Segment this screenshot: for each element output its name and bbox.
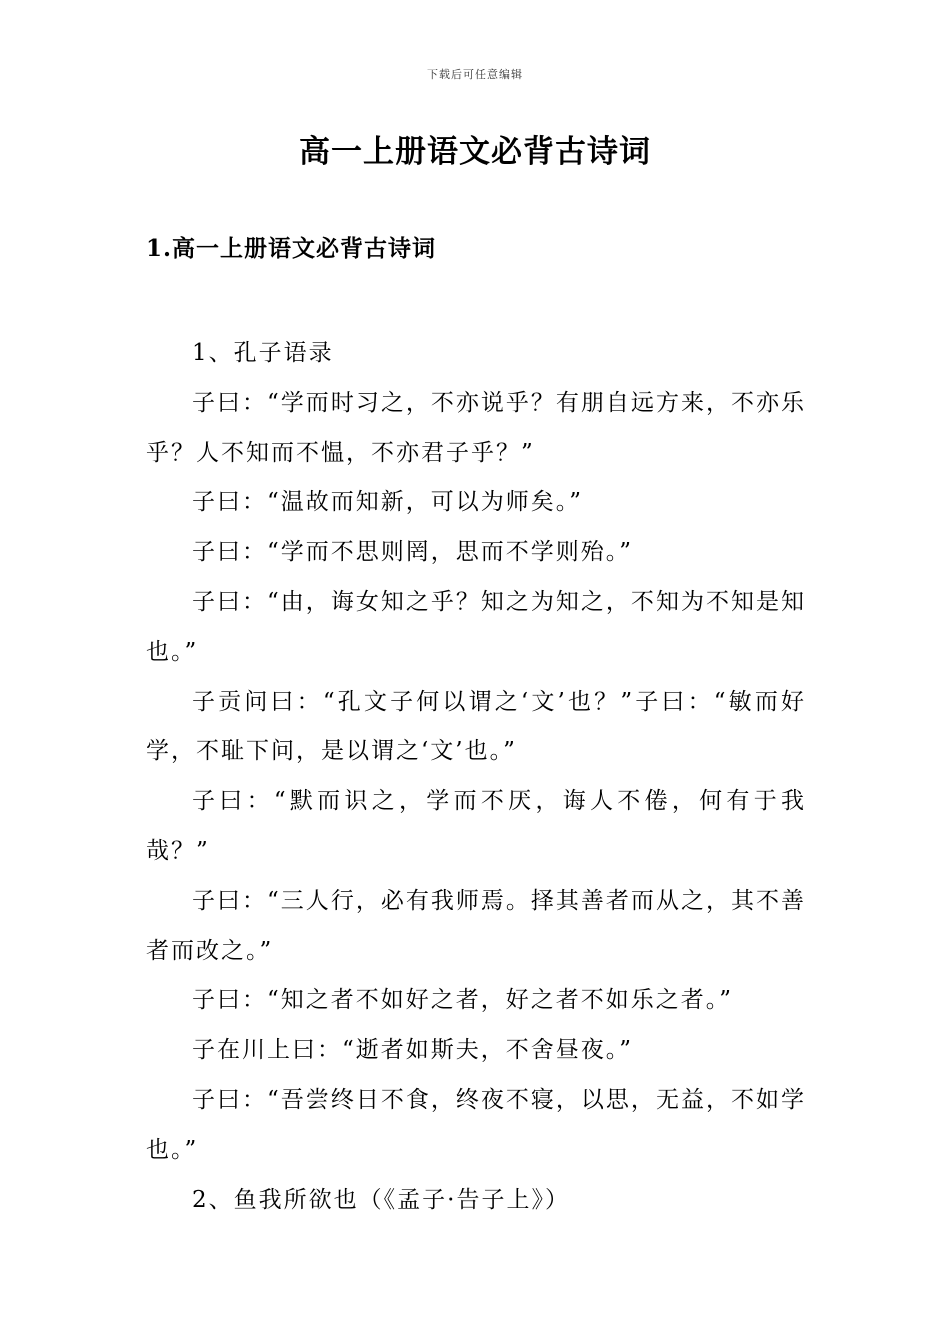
section-heading: 1.高一上册语文必背古诗词 — [146, 235, 437, 262]
quote-paragraph: 子曰：“由，诲女知之乎？知之为知之，不知为不知是知也。” — [146, 588, 806, 665]
quote-paragraph: 子曰：“知之者不如好之者，好之者不如乐之者。” — [192, 987, 734, 1014]
header-note: 下载后可任意编辑 — [427, 68, 523, 81]
subsection-heading-confucius: 1、孔子语录 — [192, 340, 334, 366]
body-text — [146, 329, 806, 1225]
quote-paragraph: 子曰：“学而不思则罔，思而不学则殆。” — [192, 539, 634, 566]
quote-paragraph: 子贡问曰：“孔文子何以谓之‘文’也？”子曰：“敏而好学，不耻下问，是以谓之‘文’也。” — [146, 688, 806, 765]
quote-paragraph: 子曰：“学而时习之，不亦说乎？有朋自远方来，不亦乐乎？人不知而不愠，不亦君子乎？” — [146, 389, 806, 466]
document-title: 高一上册语文必背古诗词 — [299, 134, 651, 170]
subsection-heading-mencius: 2、鱼我所欲也（《孟子·告子上》） — [192, 1186, 570, 1213]
quote-paragraph: 子曰：“吾尝终日不食，终夜不寝，以思，无益，不如学也。” — [146, 1086, 806, 1163]
quote-paragraph: 子曰：“默而识之，学而不厌，诲人不倦，何有于我哉？” — [146, 788, 806, 864]
quote-paragraph: 子曰：“温故而知新，可以为师矣。” — [192, 489, 584, 516]
quote-paragraph: 子在川上曰：“逝者如斯夫，不舍昼夜。” — [192, 1037, 634, 1064]
quote-paragraph: 子曰：“三人行，必有我师焉。择其善者而从之，其不善者而改之。” — [146, 887, 806, 964]
